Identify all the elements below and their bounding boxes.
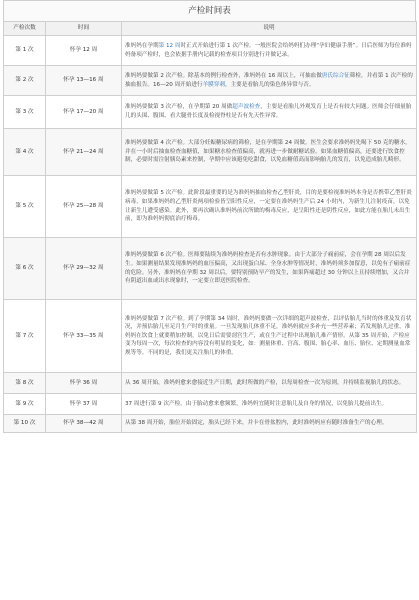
table-row (4, 415, 417, 433)
description-text: ，主要是看胎儿外观发育上是否有较大问题。医师会仔细量胎儿的头围、腹围、看大腿骨长度及检视脊柱是否有先天性异常。 (125, 104, 412, 119)
description-text: 从 36 周开始，准妈妈愈来愈接近生产日期，此时所做的产检，以每周检查一次为原则，并持续监视胎儿的状态。 (125, 379, 405, 386)
exam-count-cell: 第 1 次 (4, 36, 46, 66)
description-text: 准妈妈要做第 3 次产检，在孕期第 20 周做 (125, 104, 233, 111)
exam-count-cell: 第 2 次 (4, 66, 46, 96)
description-text: 准妈妈在孕期 (125, 42, 159, 49)
header-time: 时间 (46, 22, 122, 36)
table-row (4, 36, 417, 66)
exam-count-cell: 第 7 次 (4, 300, 46, 373)
keyword-link[interactable]: 第 12 周 (158, 42, 181, 49)
exam-schedule-table (3, 21, 417, 433)
keyword-link[interactable]: 羊膜穿刺 (202, 81, 225, 88)
exam-description-cell (122, 300, 417, 373)
exam-count-cell: 第 10 次 (4, 415, 46, 433)
exam-count-cell: 第 5 次 (4, 176, 46, 238)
exam-description-cell (122, 238, 417, 300)
table-row (4, 176, 417, 238)
exam-description-cell (122, 129, 417, 176)
exam-time-cell: 怀孕 17—20 周 (46, 96, 122, 129)
exam-description-cell (122, 176, 417, 238)
description-text: 准妈妈要做第 5 次产检。此阶段最重要的是为准妈妈抽血检查乙型肝炎，目的是要检视准妈妈本身是否携带乙型肝炎病毒，如果准妈妈的乙型肝炎两项检验皆呈阳性反应，一定要在准妈妈生产后 24 小时内，为新生儿注射疫苗，以免让新生儿遭受感染。此外，要再次确认准妈妈前次所做的梅毒反应，是呈阳性还是阴性反应，如此方能在胎儿未出生前，即为准妈妈彻底治疗梅毒。 (125, 190, 412, 223)
exam-time-cell: 怀孕 13—16 周 (46, 66, 122, 96)
description-text: 时正式开始进行第 1 次产检。一般医院会给妈妈们办理“孕妇健康手册”。日后医师为每位准妈妈备项产检时，也会依据手册内记载的检查项目分别进行并做记录。 (125, 42, 412, 58)
exam-description-cell (122, 373, 417, 394)
keyword-link[interactable]: 唐氏综合征 (321, 72, 350, 79)
exam-description-cell (122, 36, 417, 66)
exam-count-cell: 第 8 次 (4, 373, 46, 394)
table-row (4, 129, 417, 176)
exam-count-cell: 第 9 次 (4, 394, 46, 415)
exam-time-cell: 怀孕 36 周 (46, 373, 122, 394)
description-text: 准妈妈要做第 7 次产检。到了孕期第 34 周时，准妈妈要做一次详细的超声波检查，以评估胎儿当时的体重及发育状况，并预估胎儿至足月生产时的重量。一旦发现胎儿体重不足，准妈妈就应多补充一些营养素；若发现胎儿过重，准妈妈在饮食上就要稍加控制，以免日后需要剖宫生产，或在生产过程中出现胎儿难产情形。从第 35 周开始，产检应变为每周一次，每次检查的内容没有明显的变化，如：测量体重、宫高、腹围、胎心率、血压、胎位、定期测量血常规等等。不同的是，我们更关注胎儿的体重。 (125, 315, 412, 356)
exam-time-cell: 怀孕 25—28 周 (46, 176, 122, 238)
description-text: 37 周进行第 9 次产检。由于胎动愈来愈频繁，准妈妈宜随时注意胎儿及自身的情况，以免胎儿提前出生。 (125, 400, 388, 407)
keyword-link[interactable]: 超声波检查 (232, 104, 261, 111)
table-title: 产检时间表 (3, 0, 416, 21)
description-text: 从第 38 周开始，胎位开始固定，胎头已经下来，并卡在骨盆腔内，此时准妈妈应有随时准备生产的心理。 (125, 420, 388, 427)
exam-time-cell: 怀孕 33—35 周 (46, 300, 122, 373)
exam-time-cell: 怀孕 37 周 (46, 394, 122, 415)
header-count: 产检次数 (4, 22, 46, 36)
table-row (4, 66, 417, 96)
exam-schedule-document (3, 0, 416, 600)
exam-count-cell: 第 4 次 (4, 129, 46, 176)
exam-description-cell (122, 66, 417, 96)
table-row (4, 373, 417, 394)
header-row (4, 22, 417, 36)
table-row (4, 394, 417, 415)
exam-count-cell: 第 6 次 (4, 238, 46, 300)
exam-description-cell (122, 96, 417, 129)
table-row (4, 300, 417, 373)
description-text: 筛检，并看第 1 次产检的抽血报告。16—20 周开始进行 (125, 72, 413, 88)
exam-count-cell: 第 3 次 (4, 96, 46, 129)
exam-description-cell (122, 394, 417, 415)
table-body (4, 36, 417, 433)
exam-time-cell: 怀孕 29—32 周 (46, 238, 122, 300)
description-text: 准妈妈要做第 6 次产检。医师要陆续为准妈妈检查是否有水肿现象。由于大部分子痫前症，会在孕期 28 周以后发生。如果测量结果发现准妈妈的血压偏高，又出现蛋白尿、全身水肿等情况时，准妈妈须多加留意，以免有子痫前症的危险。另外，准妈妈在孕期 32 周以后，要特别预防早产的发生，如果阵痛超过 30 分钟以上且持续增加，又合并有阴道出血或出水现象时，一定要立即送医院检查。 (125, 252, 411, 285)
description-text: 准妈妈要做第 4 次产检。大部分妊娠糖尿病的筛检，是在孕期第 24 周做。医生会要求准妈妈先喝下 50 克的糖水，并在一小时后抽血检查血糖值，如果糖水检查值偏高，就再进一步做耐糖试验。如果血糖值偏高，还要进行饮食控制，必要时需注射胰岛素来控制，孕期中应该避免吃甜食，以免血糖值高而影响胎儿的发育，以免造成胎儿畸形。 (125, 140, 411, 164)
table-row (4, 238, 417, 300)
exam-description-cell (122, 415, 417, 433)
header-desc: 说明 (122, 22, 417, 36)
exam-time-cell: 怀孕 12 周 (46, 36, 122, 66)
exam-time-cell: 怀孕 38—42 周 (46, 415, 122, 433)
table-row (4, 96, 417, 129)
description-text: 准妈妈要做第 2 次产检。除基本的例行检查外，准妈妈在 16 周以上，可抽血做 (125, 72, 322, 79)
description-text: ，主要是看胎儿的染色体异常与否。 (224, 81, 315, 88)
exam-time-cell: 怀孕 21—24 周 (46, 129, 122, 176)
